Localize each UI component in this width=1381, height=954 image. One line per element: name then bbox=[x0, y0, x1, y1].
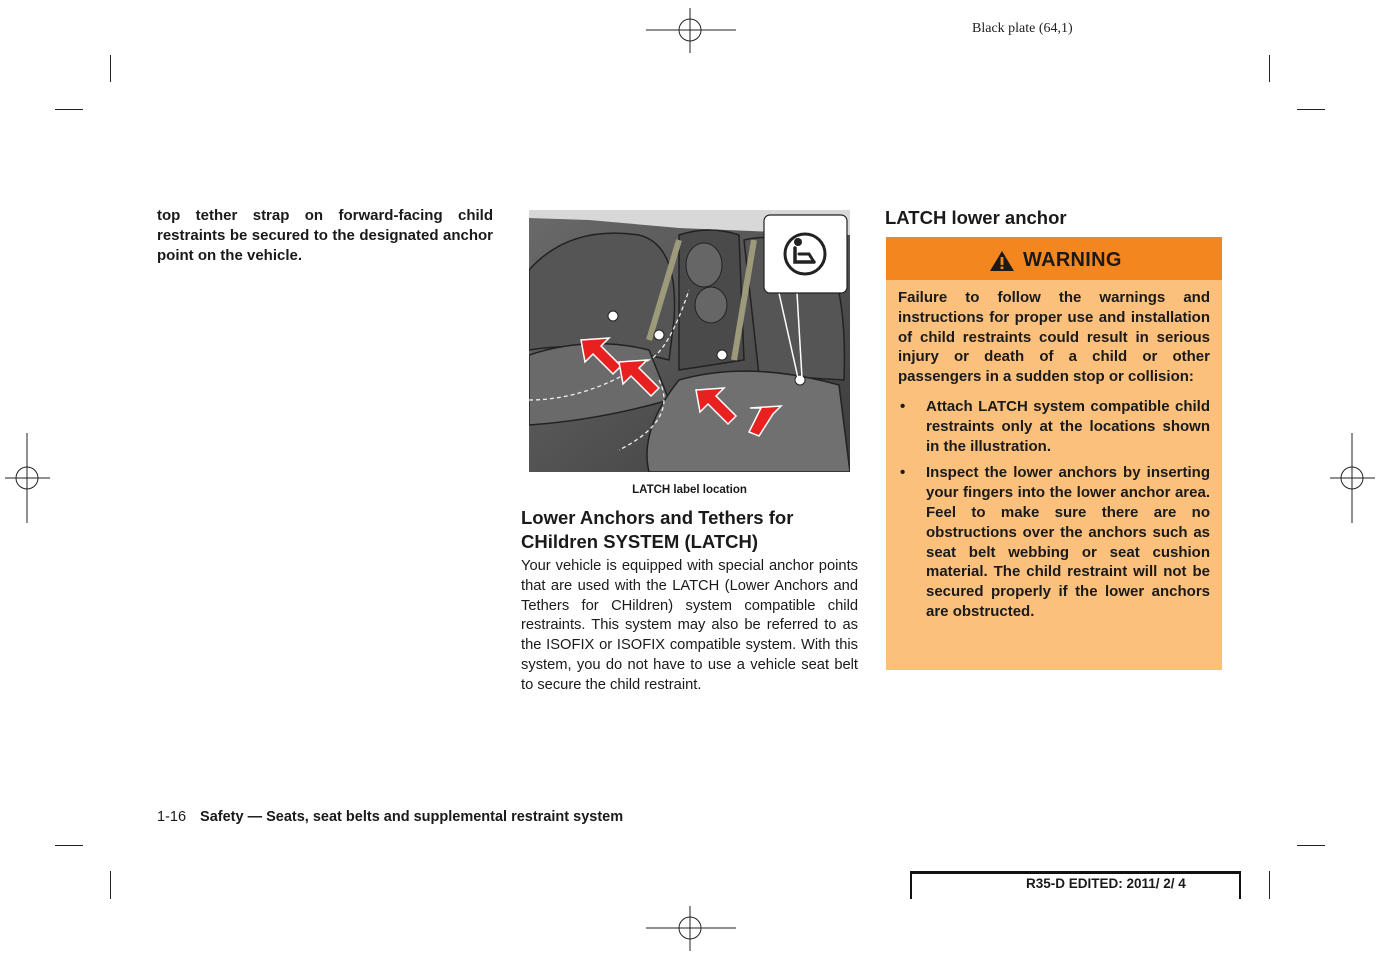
warning-triangle-icon bbox=[989, 250, 1015, 272]
registration-mark-top bbox=[646, 8, 736, 53]
warning-intro: Failure to follow the warnings and instructions for proper use and installation of child restraints could result in serious injury or death of a child or other passengers in a sudden stop or collision: bbox=[898, 289, 1210, 386]
registration-mark-right bbox=[1330, 433, 1375, 523]
warning-item-text: Attach LATCH system compatible child restraints only at the locations shown in the illustration. bbox=[926, 397, 1210, 455]
warning-list bbox=[898, 397, 1210, 622]
registration-mark-left bbox=[5, 433, 50, 523]
figure-caption: LATCH label location bbox=[632, 484, 747, 496]
plate-label: Black plate (64,1) bbox=[972, 21, 1073, 36]
chapter-title: Safety — Seats, seat belts and supplemental restraint system bbox=[200, 809, 624, 825]
edited-rule bbox=[910, 871, 1241, 874]
section-body: Your vehicle is equipped with special anchor points that are used with the LATCH (Lower Anchors and Tethers for CHildren) system compatible child restraints. This system may also be referred to as the ISOFIX or ISOFIX compatible system. With this system, you do not have to use a vehicle seat belt to secure the child restraint. bbox=[521, 558, 858, 693]
edited-stamp: R35-D EDITED: 2011/ 2/ 4 bbox=[1026, 876, 1186, 891]
warning-header bbox=[886, 237, 1222, 280]
page-footer bbox=[157, 809, 623, 825]
warning-item-text: Inspect the lower anchors by inserting your fingers into the lower anchor area. Feel to make sure there are no obstructions over the anchors such as seat belt webbing or seat cushion material. The child restraint will not be secured properly if the lower anchors are obstructed. bbox=[926, 464, 1210, 620]
latch-illustration bbox=[529, 210, 850, 472]
warning-list-item bbox=[898, 463, 1210, 621]
registration-mark-bottom bbox=[646, 906, 736, 951]
bullet: • bbox=[900, 464, 906, 482]
section-title-latch-system: Lower Anchors and Tethers for CHildren SYSTEM (LATCH) bbox=[521, 507, 794, 552]
warning-list-item bbox=[898, 397, 1210, 456]
continued-paragraph: top tether strap on forward-facing child restraints be secured to the designated anchor point on the vehicle. bbox=[157, 207, 493, 264]
edited-rule-left bbox=[910, 871, 912, 899]
edited-rule-right bbox=[1239, 871, 1241, 899]
warning-label: WARNING bbox=[1023, 249, 1122, 271]
bullet: • bbox=[900, 397, 906, 415]
section-title-lower-anchor: LATCH lower anchor bbox=[885, 207, 1067, 228]
warning-box bbox=[886, 237, 1222, 670]
page-number: 1-16 bbox=[157, 809, 187, 825]
warning-body bbox=[898, 288, 1210, 629]
